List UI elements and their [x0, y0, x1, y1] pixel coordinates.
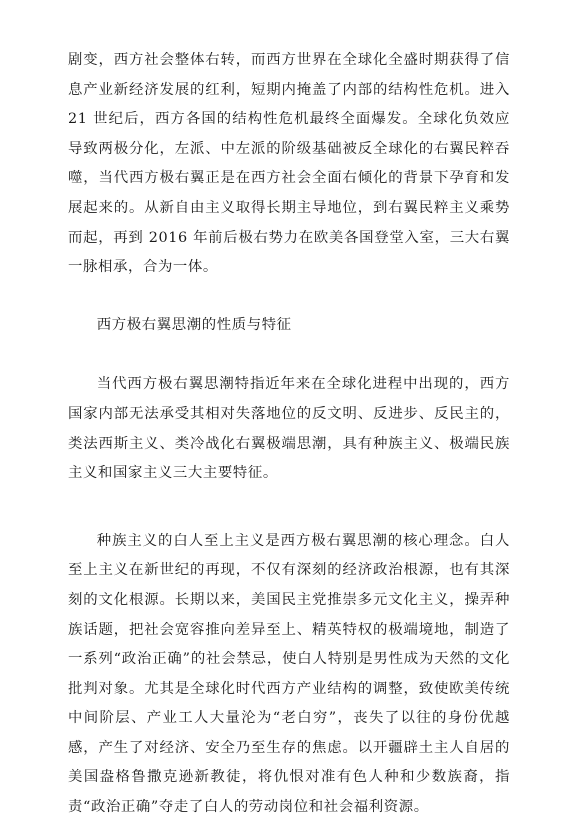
paragraph-racism: 种族主义的白人至上主义是西方极右翼思潮的核心理念。白人至上主义在新世纪的再现，不仅有深刻的经济政治根源，也有其深刻的文化根源。长期以来，美国民主党推崇多元文化主义，操弄种族话题，把社会宽容推向差异至上、精英特权的极端境地，制造了一系列“政治正确”的社会禁忌，使白人特别是男性成为天然的文化批判对象。尤其是全球化时代西方产业结构的调整，致使欧美传统中间阶层、产业工人大量沦为“老白穷”，丧失了以往的身份优越感，产生了对经济、安全乃至生存的焦虑。以开疆辟土主人自居的美国盎格鲁撒克逊新教徒，将仇恨对准有色人种和少数族裔，指责“政治正确”夺走了白人的劳动岗位和社会福利资源。 — [68, 532, 510, 816]
paragraph-continuation: 剧变，西方社会整体右转，而西方世界在全球化全盛时期获得了信息产业新经济发展的红利，短期内掩盖了内部的结构性危机。进入 21 世纪后，西方各国的结构性危机最终全面爆发。全球化负效应导致两极分化，左派、中左派的阶级基础被反全球化的右翼民粹吞噬，当代西方极右翼正是在西方社会全面右倾化的背景下孕育和发展起来的。从新自由主义取得长期主导地位，到右翼民粹主义乘势而起，再到 2016 年前后极右势力在欧美各国登堂入室，三大右翼一脉相承，合为一体。 — [68, 52, 510, 276]
paragraph-definition: 当代西方极右翼思潮特指近年来在全球化进程中出现的，西方国家内部无法承受其相对失落地位的反文明、反进步、反民主的，类法西斯主义、类冷战化右翼极端思潮，具有种族主义、极端民族主义和国家主义三大主要特征。 — [68, 376, 510, 482]
section-heading: 西方极右翼思潮的性质与特征 — [96, 316, 292, 333]
